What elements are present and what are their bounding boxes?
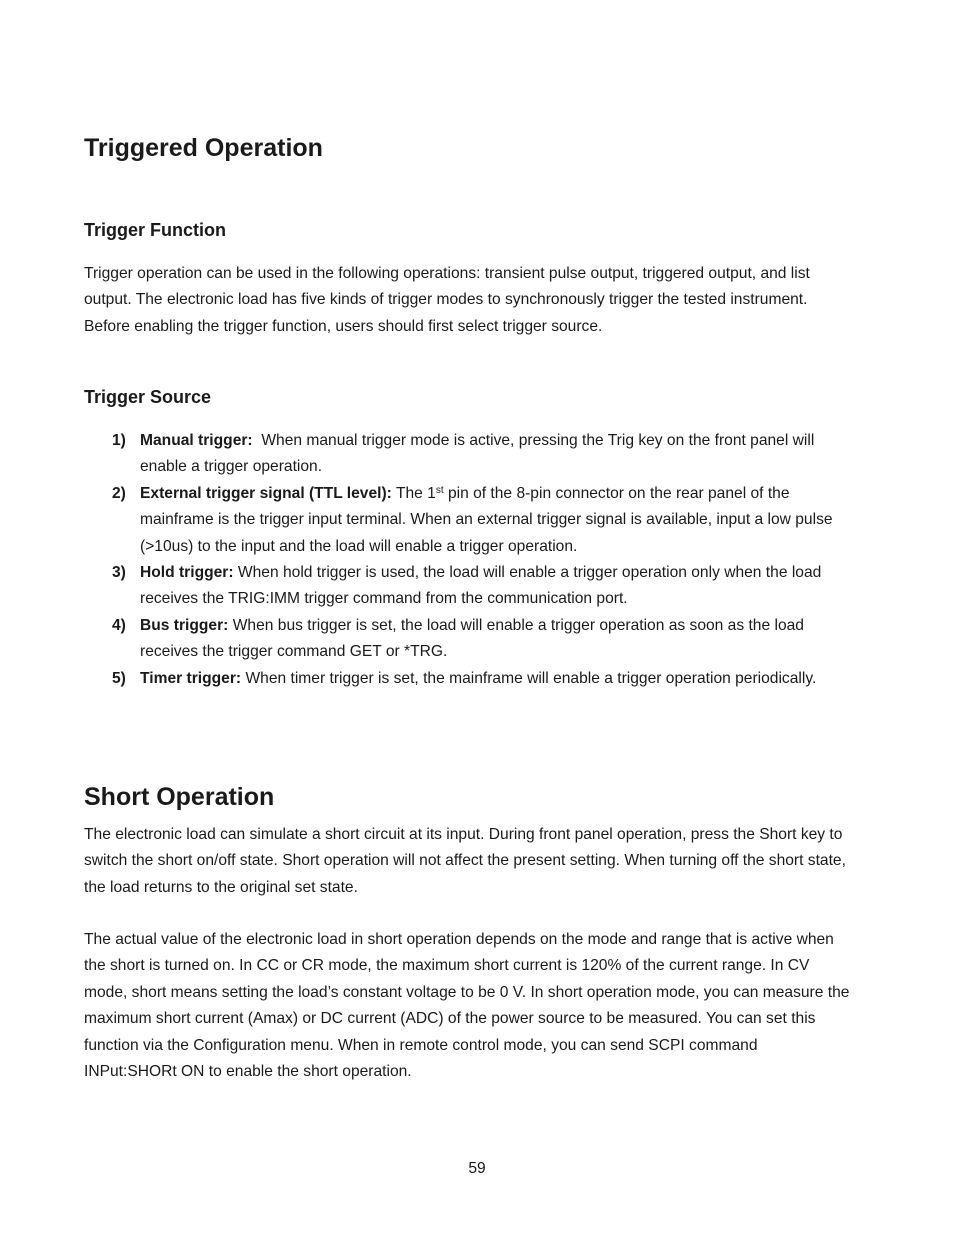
subheading-trigger-function: Trigger Function xyxy=(84,220,226,240)
short-operation-paragraph-1: The electronic load can simulate a short circuit at its input. During front panel operation, press the Short key to switch the short on/off state. Short operation will not affect the present setting. When turning off the short state, the load returns to the original set state. xyxy=(84,826,846,896)
list-item-term: Hold trigger: xyxy=(140,564,234,582)
list-item-text: pin of the 8-pin connector on the rear panel of the mainframe is the trigger input terminal. When an external trigger signal is available, input a low pulse (>10us) to the input and the load will enable a trigger operation. xyxy=(140,484,833,555)
page-number: 59 xyxy=(468,1160,486,1177)
list-item xyxy=(84,481,844,560)
list-item-term: External trigger signal (TTL level): xyxy=(140,484,392,502)
section-heading-triggered-operation: Triggered Operation xyxy=(84,134,323,162)
list-item xyxy=(84,428,844,481)
list-item-number: 3) xyxy=(112,564,126,582)
list-item-number: 4) xyxy=(112,616,126,634)
list-item-term: Timer trigger: xyxy=(140,669,242,687)
section-heading-short-operation: Short Operation xyxy=(84,783,275,811)
superscript-ordinal: st xyxy=(435,484,444,496)
list-item-term: Bus trigger: xyxy=(140,616,229,634)
list-item-text: When bus trigger is set, the load will enable a trigger operation as soon as the load receives the trigger command GET or *TRG. xyxy=(140,616,804,661)
list-item-number: 2) xyxy=(112,484,126,502)
list-item xyxy=(84,560,844,613)
trigger-function-paragraph: Trigger operation can be used in the following operations: transient pulse output, triggered output, and list output. The electronic load has five kinds of trigger modes to synchronously trigger the tested instrument. Before enabling the trigger function, users should first select trigger source. xyxy=(84,265,810,335)
list-item-text: When timer trigger is set, the mainframe will enable a trigger operation periodically. xyxy=(245,669,817,687)
list-item xyxy=(84,613,844,666)
list-item-number: 5) xyxy=(112,669,126,687)
list-item-text: When manual trigger mode is active, pressing the Trig key on the front panel will enable a trigger operation. xyxy=(140,432,815,476)
list-item-term: Manual trigger: xyxy=(140,432,253,449)
list-item-text: The 1 xyxy=(395,484,436,502)
list-item xyxy=(84,666,844,692)
subheading-trigger-source: Trigger Source xyxy=(84,387,212,407)
list-item-text: When hold trigger is used, the load will enable a trigger operation only when the load receives the TRIG:IMM trigger command from the communication port. xyxy=(140,564,822,608)
list-item-number: 1) xyxy=(112,432,126,449)
trigger-source-list xyxy=(84,428,844,692)
short-operation-paragraph-2: The actual value of the electronic load in short operation depends on the mode and range that is active when the short is turned on. In CC or CR mode, the maximum short current is 120% of the current range. In CV mode, short means setting the load’s constant voltage to be 0 V. In short operation mode, you can measure the maximum short current (Amax) or DC current (ADC) of the power source to be measured. You can set this function via the Configuration menu. When in remote control mode, you can send SCPI command INPut:SHORt ON to enable the short operation. xyxy=(84,931,850,1081)
